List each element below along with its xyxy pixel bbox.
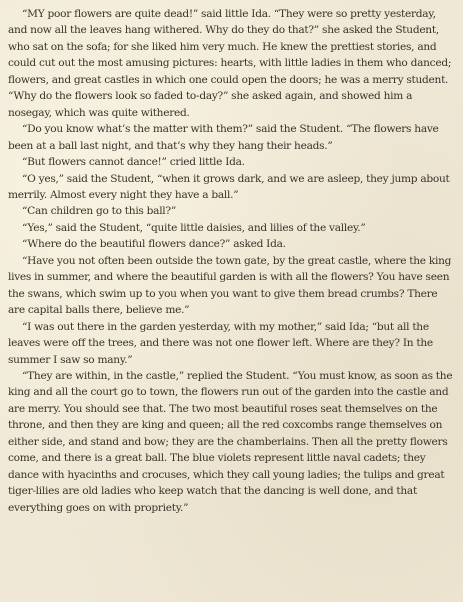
paragraph-7: “Where do the beautiful flowers dance?” asked Ida. <box>22 238 286 251</box>
paragraph-1: “MY poor flowers are quite dead!” said little Ida. “They were so pretty yesterday, and now all the leaves hang withered. Why do they do that?” she asked the Student, who sat on the sofa; for she liked him very much. He knew the prettiest stories, and could cut out the most amusing pictures: hearts, with little ladies in them who danced; flowers, and great castles in which one could open the doors; he was a merry student. “Why do the flowers look so faded to-day?” she asked again, and showed him a nosegay, which was quite withered. <box>8 8 452 119</box>
paragraph-5: “Can children go to this ball?” <box>22 205 176 218</box>
paragraph-4: “O yes,” said the Student, “when it grows dark, and we are asleep, they jump about merrily. Almost every night they have a ball.” <box>8 172 450 201</box>
paragraph-9: “I was out there in the garden yesterday, with my mother,” said Ida; “but all the leaves were off the trees, and there was not one flower left. Where are they? In the summer I saw so many.” <box>8 320 433 366</box>
paragraph-2: “Do you know what’s the matter with them?” said the Student. “The flowers have been at a ball last night, and that’s why they hang their heads.” <box>8 123 439 152</box>
paragraph-10: “They are within, in the castle,” replied the Student. “You must know, as soon as the king and all the court go to town, the flowers run out of the garden into the castle and are merry. You should see that. The two most beautiful roses seat themselves on the throne, and then they are king and queen; all the red coxcombs range themselves on either side, and stand and bow; they are the chamberlains. Then all the pretty flowers come, and there is a great ball. The blue violets represent little naval cadets; they dance with hyacinths and crocuses, which they call young ladies; the tulips and great tiger-lilies are old ladies who keep watch that the dancing is well done, and that everything goes on with propriety.” <box>8 369 453 514</box>
paragraph-8: “Have you not often been outside the town gate, by the great castle, where the king lives in summer, and where the beautiful garden is with all the flowers? You have seen the swans, which swim up to you when you want to give them bread crumbs? There are capital balls there, believe me.” <box>8 254 452 317</box>
paragraph-3: “But flowers cannot dance!” cried little Ida. <box>22 156 245 169</box>
paragraph-6: “Yes,” said the Student, “quite little daisies, and lilies of the valley.” <box>22 221 366 234</box>
